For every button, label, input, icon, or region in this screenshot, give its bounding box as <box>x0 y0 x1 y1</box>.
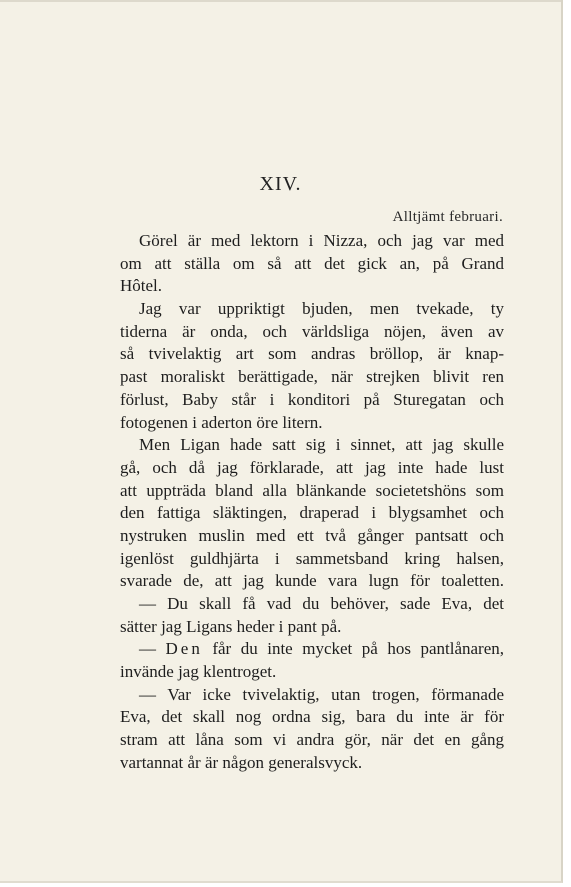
text-line: sätter jag Ligans heder i pant på. <box>120 616 342 636</box>
dateline: Alltjämt februari. <box>392 209 503 225</box>
text-line: past moraliskt berättigade, när strejken blivit ren <box>120 367 504 387</box>
text-line: svarade de, att jag kunde vara lugn för toaletten. <box>120 571 504 591</box>
text-line: — Var icke tvivelaktig, utan trogen, förmanade <box>139 684 504 704</box>
text-line: invände jag klentroget. <box>120 662 277 682</box>
text-line <box>120 638 504 661</box>
spaced-word: Den <box>165 639 203 659</box>
text-line: om att ställa om så att det gick an, på Grand <box>120 253 504 273</box>
text-line: Görel är med lektorn i Nizza, och jag var med <box>139 231 504 250</box>
text-line: Eva, det skall nog ordna sig, bara du inte är för <box>120 707 504 727</box>
text-line: vartannat år är någon generalsvyck. <box>120 752 363 772</box>
text-line: Men Ligan hade satt sig i sinnet, att jag skulle <box>139 435 504 455</box>
text-line: nystruken muslin med ett två gånger pantsatt och <box>120 525 504 545</box>
text-line: igenlöst guldhjärta i sammetsband kring halsen, <box>120 548 504 568</box>
chapter-heading: XIV. <box>259 173 302 195</box>
body-text <box>120 230 504 775</box>
page-top-edge <box>0 0 561 2</box>
text-line: gå, och då jag förklarade, att jag inte hade lust <box>120 457 504 477</box>
line-rest: får du inte mycket på hos pantlånaren, <box>202 639 504 659</box>
line-prefix: — <box>139 639 166 659</box>
text-line: tiderna är onda, och världsliga nöjen, även av <box>120 321 504 341</box>
text-line: förlust, Baby står i konditori på Sturegatan och <box>120 389 504 409</box>
text-line: Hôtel. <box>120 276 163 296</box>
text-line: så tvivelaktig art som andras bröllop, är knap- <box>120 344 504 364</box>
text-line: stram att låna som vi andra gör, när det en gång <box>120 730 504 750</box>
text-line: att uppträda bland alla blänkande societetshöns som <box>120 480 504 500</box>
text-line: fotogenen i aderton öre litern. <box>120 412 323 432</box>
text-line: — Du skall få vad du behöver, sade Eva, det <box>139 594 504 613</box>
text-line: Jag var uppriktigt bjuden, men tvekade, ty <box>139 299 504 319</box>
text-line: den fattiga släktingen, draperad i blygsamhet och <box>120 503 504 523</box>
